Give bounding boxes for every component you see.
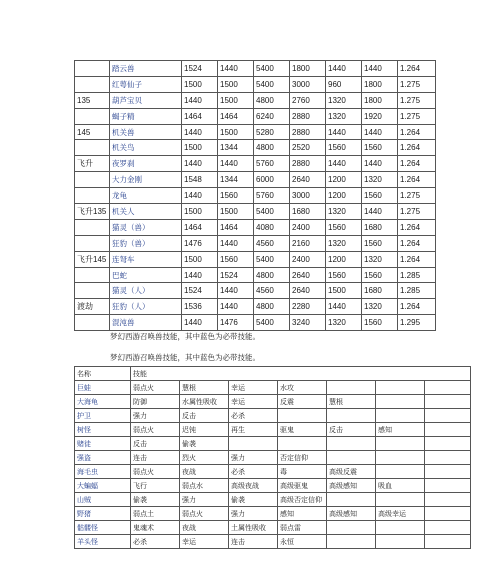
skill-cell bbox=[327, 451, 376, 465]
skill-cell bbox=[327, 381, 376, 395]
level-cell: 渡劫 bbox=[75, 299, 110, 315]
skill-cell: 弱点火 bbox=[131, 423, 180, 437]
pet-name-cell: 连弩车 bbox=[110, 251, 182, 267]
stat-cell: 1320 bbox=[362, 299, 398, 315]
skill-row bbox=[75, 507, 471, 521]
stat-cell: 5760 bbox=[254, 188, 290, 204]
stat-cell: 6240 bbox=[254, 108, 290, 124]
skill-cell bbox=[425, 535, 471, 549]
growth-row bbox=[75, 315, 436, 331]
skill-cell: 吸血 bbox=[376, 479, 425, 493]
stat-cell: 1440 bbox=[362, 124, 398, 140]
stat-cell: 1320 bbox=[326, 315, 362, 331]
skill-cell: 弱点火 bbox=[131, 465, 180, 479]
skill-cell: 夜战 bbox=[180, 521, 229, 535]
skill-cell: 再生 bbox=[229, 423, 278, 437]
stat-cell: 1320 bbox=[362, 251, 398, 267]
skill-cell: 必杀 bbox=[229, 409, 278, 423]
pet-name-cell: 机关人 bbox=[110, 204, 182, 220]
stat-cell: 1440 bbox=[218, 299, 254, 315]
stat-cell: 1200 bbox=[326, 172, 362, 188]
level-cell bbox=[75, 172, 110, 188]
skill-row bbox=[75, 479, 471, 493]
skill-cell: 幸运 bbox=[180, 535, 229, 549]
stat-cell: 1500 bbox=[218, 124, 254, 140]
skill-cell bbox=[425, 395, 471, 409]
skill-cell: 高级感知 bbox=[327, 507, 376, 521]
skill-row bbox=[75, 493, 471, 507]
stat-cell: 1320 bbox=[362, 172, 398, 188]
skill-cell: 偷袭 bbox=[229, 493, 278, 507]
skill-cell: 慧根 bbox=[180, 381, 229, 395]
level-cell: 飞升145 bbox=[75, 251, 110, 267]
stat-cell: 1800 bbox=[362, 92, 398, 108]
pet-name-cell: 机关鸟 bbox=[110, 140, 182, 156]
stat-cell: 5400 bbox=[254, 251, 290, 267]
stat-cell: 1.275 bbox=[398, 188, 436, 204]
skill-cell: 弱点雷 bbox=[278, 521, 327, 535]
skill-pet-name: 羊头怪 bbox=[75, 535, 131, 549]
stat-cell: 1.264 bbox=[398, 219, 436, 235]
skill-row bbox=[75, 423, 471, 437]
skill-cell bbox=[327, 493, 376, 507]
stat-cell: 1560 bbox=[362, 267, 398, 283]
skill-cell: 反击 bbox=[327, 423, 376, 437]
stat-cell: 2160 bbox=[290, 235, 326, 251]
stat-cell: 1560 bbox=[326, 140, 362, 156]
caption-skills: 梦幻西游召唤兽技能，其中蓝色为必带技能。 bbox=[110, 353, 260, 362]
stat-cell: 1680 bbox=[290, 204, 326, 220]
stat-cell: 1440 bbox=[182, 188, 218, 204]
skill-cell: 飞行 bbox=[131, 479, 180, 493]
skill-cell bbox=[376, 409, 425, 423]
pet-name-cell: 巴蛇 bbox=[110, 267, 182, 283]
stat-cell: 1.285 bbox=[398, 283, 436, 299]
skill-cell: 感知 bbox=[376, 423, 425, 437]
stat-cell: 1.285 bbox=[398, 267, 436, 283]
stat-cell: 1440 bbox=[182, 267, 218, 283]
growth-row bbox=[75, 188, 436, 204]
skill-cell bbox=[327, 437, 376, 451]
stat-cell: 4800 bbox=[254, 299, 290, 315]
stat-cell: 960 bbox=[326, 76, 362, 92]
skill-row bbox=[75, 451, 471, 465]
stat-cell: 2520 bbox=[290, 140, 326, 156]
pet-name-cell: 踏云兽 bbox=[110, 61, 182, 77]
stat-cell: 1.275 bbox=[398, 108, 436, 124]
stat-cell: 1440 bbox=[182, 124, 218, 140]
level-cell: 135 bbox=[75, 92, 110, 108]
stat-cell: 1440 bbox=[326, 299, 362, 315]
skill-cell: 水属性吸收 bbox=[180, 395, 229, 409]
stat-cell: 1200 bbox=[326, 251, 362, 267]
pet-name-cell: 蝎子精 bbox=[110, 108, 182, 124]
skill-pet-name: 山贼 bbox=[75, 493, 131, 507]
growth-row bbox=[75, 140, 436, 156]
skill-pet-name: 赌徒 bbox=[75, 437, 131, 451]
level-cell: 飞升135 bbox=[75, 204, 110, 220]
stat-cell: 1200 bbox=[326, 188, 362, 204]
level-cell bbox=[75, 267, 110, 283]
pet-name-cell: 猫灵（兽） bbox=[110, 219, 182, 235]
stat-cell: 1.264 bbox=[398, 251, 436, 267]
skill-row bbox=[75, 521, 471, 535]
stat-cell: 1548 bbox=[182, 172, 218, 188]
stat-cell: 1920 bbox=[362, 108, 398, 124]
stat-cell: 1320 bbox=[326, 108, 362, 124]
level-cell bbox=[75, 283, 110, 299]
stat-cell: 1524 bbox=[182, 283, 218, 299]
stat-cell: 1536 bbox=[182, 299, 218, 315]
stat-cell: 4800 bbox=[254, 267, 290, 283]
stat-cell: 1560 bbox=[362, 140, 398, 156]
stat-cell: 5400 bbox=[254, 76, 290, 92]
skill-cell: 高级反震 bbox=[327, 465, 376, 479]
growth-table bbox=[74, 60, 436, 331]
skill-row bbox=[75, 465, 471, 479]
stat-cell: 1440 bbox=[218, 235, 254, 251]
skill-cell: 强力 bbox=[131, 409, 180, 423]
skill-cell: 否定信仰 bbox=[278, 451, 327, 465]
stat-cell: 1.264 bbox=[398, 124, 436, 140]
stat-cell: 2640 bbox=[290, 267, 326, 283]
growth-row bbox=[75, 204, 436, 220]
skill-cell: 弱点火 bbox=[131, 381, 180, 395]
stat-cell: 1524 bbox=[218, 267, 254, 283]
stat-cell: 1500 bbox=[218, 204, 254, 220]
skill-cell bbox=[376, 521, 425, 535]
level-cell bbox=[75, 140, 110, 156]
skill-cell: 强力 bbox=[180, 493, 229, 507]
skill-cell: 驱鬼 bbox=[278, 423, 327, 437]
skill-cell: 偷袭 bbox=[131, 493, 180, 507]
level-cell bbox=[75, 235, 110, 251]
stat-cell: 6000 bbox=[254, 172, 290, 188]
stat-cell: 1560 bbox=[218, 251, 254, 267]
skill-pet-name: 大蝙蝠 bbox=[75, 479, 131, 493]
stat-cell: 1440 bbox=[182, 156, 218, 172]
stat-cell: 1464 bbox=[182, 219, 218, 235]
stat-cell: 1440 bbox=[362, 61, 398, 77]
stat-cell: 1.264 bbox=[398, 235, 436, 251]
skill-cell bbox=[425, 507, 471, 521]
skill-cell: 迟钝 bbox=[180, 423, 229, 437]
header-skills: 技能 bbox=[131, 367, 471, 381]
skill-cell: 幸运 bbox=[229, 395, 278, 409]
skill-header-row bbox=[75, 367, 471, 381]
skill-cell bbox=[327, 409, 376, 423]
stat-cell: 1440 bbox=[362, 204, 398, 220]
skill-cell: 弱点火 bbox=[180, 507, 229, 521]
skill-cell: 连击 bbox=[131, 451, 180, 465]
stat-cell: 1560 bbox=[362, 188, 398, 204]
pet-name-cell: 葫芦宝贝 bbox=[110, 92, 182, 108]
stat-cell: 4560 bbox=[254, 235, 290, 251]
stat-cell: 1800 bbox=[362, 76, 398, 92]
stat-cell: 1320 bbox=[326, 235, 362, 251]
skill-cell: 必杀 bbox=[229, 465, 278, 479]
skill-cell bbox=[327, 535, 376, 549]
skill-row bbox=[75, 395, 471, 409]
growth-row bbox=[75, 235, 436, 251]
stat-cell: 1440 bbox=[326, 124, 362, 140]
skill-cell: 高级夜战 bbox=[229, 479, 278, 493]
stat-cell: 1500 bbox=[218, 76, 254, 92]
skill-cell bbox=[278, 437, 327, 451]
stat-cell: 1.264 bbox=[398, 61, 436, 77]
stat-cell: 1440 bbox=[218, 283, 254, 299]
skill-row bbox=[75, 381, 471, 395]
skill-cell: 永恒 bbox=[278, 535, 327, 549]
growth-row bbox=[75, 108, 436, 124]
skill-cell: 高级感知 bbox=[327, 479, 376, 493]
skill-cell bbox=[376, 381, 425, 395]
skill-cell: 弱点土 bbox=[131, 507, 180, 521]
stat-cell: 1500 bbox=[218, 92, 254, 108]
skill-cell: 高级否定信仰 bbox=[278, 493, 327, 507]
skill-cell bbox=[376, 465, 425, 479]
skill-pet-name: 巨蛙 bbox=[75, 381, 131, 395]
stat-cell: 1440 bbox=[218, 156, 254, 172]
skill-cell: 连击 bbox=[229, 535, 278, 549]
stat-cell: 1464 bbox=[182, 108, 218, 124]
stat-cell: 4800 bbox=[254, 140, 290, 156]
skill-cell: 弱点水 bbox=[180, 479, 229, 493]
stat-cell: 1.275 bbox=[398, 76, 436, 92]
skill-cell bbox=[425, 479, 471, 493]
skill-cell: 高级驱鬼 bbox=[278, 479, 327, 493]
stat-cell: 3000 bbox=[290, 188, 326, 204]
stat-cell: 1560 bbox=[362, 315, 398, 331]
stat-cell: 5400 bbox=[254, 315, 290, 331]
pet-name-cell: 混沌兽 bbox=[110, 315, 182, 331]
stat-cell: 1440 bbox=[362, 156, 398, 172]
stat-cell: 1500 bbox=[182, 76, 218, 92]
stat-cell: 2640 bbox=[290, 172, 326, 188]
skill-cell: 高级幸运 bbox=[376, 507, 425, 521]
skill-pet-name: 护卫 bbox=[75, 409, 131, 423]
stat-cell: 1440 bbox=[326, 156, 362, 172]
stat-cell: 2280 bbox=[290, 299, 326, 315]
stat-cell: 3000 bbox=[290, 76, 326, 92]
level-cell: 飞升 bbox=[75, 156, 110, 172]
stat-cell: 5280 bbox=[254, 124, 290, 140]
stat-cell: 4800 bbox=[254, 92, 290, 108]
stat-cell: 1.264 bbox=[398, 156, 436, 172]
skill-pet-name: 强盗 bbox=[75, 451, 131, 465]
skill-cell bbox=[376, 395, 425, 409]
stat-cell: 1320 bbox=[326, 204, 362, 220]
skill-table bbox=[74, 366, 471, 549]
skill-cell bbox=[425, 381, 471, 395]
growth-row bbox=[75, 251, 436, 267]
skill-cell: 毒 bbox=[278, 465, 327, 479]
stat-cell: 1320 bbox=[326, 92, 362, 108]
skill-pet-name: 大海龟 bbox=[75, 395, 131, 409]
skill-pet-name: 野猪 bbox=[75, 507, 131, 521]
stat-cell: 1464 bbox=[218, 219, 254, 235]
skill-cell: 反击 bbox=[180, 409, 229, 423]
pet-name-cell: 红萼仙子 bbox=[110, 76, 182, 92]
caption-top: 梦幻西游召唤兽技能，其中蓝色为必带技能。 bbox=[110, 332, 260, 341]
skill-cell: 反击 bbox=[131, 437, 180, 451]
skill-cell: 强力 bbox=[229, 507, 278, 521]
skill-cell bbox=[376, 451, 425, 465]
stat-cell: 1560 bbox=[326, 267, 362, 283]
growth-row bbox=[75, 283, 436, 299]
skill-cell: 必杀 bbox=[131, 535, 180, 549]
skill-cell: 偷袭 bbox=[180, 437, 229, 451]
skill-cell bbox=[376, 493, 425, 507]
stat-cell: 1476 bbox=[218, 315, 254, 331]
stat-cell: 2760 bbox=[290, 92, 326, 108]
stat-cell: 1560 bbox=[362, 235, 398, 251]
stat-cell: 5400 bbox=[254, 61, 290, 77]
growth-row bbox=[75, 267, 436, 283]
stat-cell: 1500 bbox=[182, 251, 218, 267]
stat-cell: 1560 bbox=[326, 219, 362, 235]
level-cell bbox=[75, 315, 110, 331]
skill-cell bbox=[376, 437, 425, 451]
stat-cell: 4560 bbox=[254, 283, 290, 299]
stat-cell: 1.264 bbox=[398, 140, 436, 156]
stat-cell: 1680 bbox=[362, 283, 398, 299]
stat-cell: 4080 bbox=[254, 219, 290, 235]
growth-row bbox=[75, 219, 436, 235]
skill-cell: 鬼魂术 bbox=[131, 521, 180, 535]
level-cell bbox=[75, 219, 110, 235]
growth-row bbox=[75, 76, 436, 92]
skill-row bbox=[75, 437, 471, 451]
stat-cell: 2640 bbox=[290, 283, 326, 299]
skill-cell bbox=[376, 535, 425, 549]
stat-cell: 1464 bbox=[218, 108, 254, 124]
skill-pet-name: 海毛虫 bbox=[75, 465, 131, 479]
stat-cell: 2880 bbox=[290, 156, 326, 172]
pet-name-cell: 机关兽 bbox=[110, 124, 182, 140]
stat-cell: 1500 bbox=[326, 283, 362, 299]
skill-cell bbox=[425, 451, 471, 465]
skill-pet-name: 树怪 bbox=[75, 423, 131, 437]
growth-row bbox=[75, 92, 436, 108]
stat-cell: 1440 bbox=[218, 61, 254, 77]
skill-cell: 防御 bbox=[131, 395, 180, 409]
stat-cell: 1560 bbox=[218, 188, 254, 204]
stat-cell: 1500 bbox=[182, 204, 218, 220]
header-name: 名称 bbox=[75, 367, 131, 381]
pet-name-cell: 猫灵（人） bbox=[110, 283, 182, 299]
skill-cell: 烈火 bbox=[180, 451, 229, 465]
skill-cell bbox=[229, 437, 278, 451]
skill-cell: 土属性吸收 bbox=[229, 521, 278, 535]
skill-cell: 夜战 bbox=[180, 465, 229, 479]
pet-name-cell: 狂豹（人） bbox=[110, 299, 182, 315]
stat-cell: 1440 bbox=[182, 315, 218, 331]
level-cell bbox=[75, 188, 110, 204]
stat-cell: 3240 bbox=[290, 315, 326, 331]
growth-row bbox=[75, 299, 436, 315]
stat-cell: 1524 bbox=[182, 61, 218, 77]
skill-pet-name: 骷髅怪 bbox=[75, 521, 131, 535]
skill-cell bbox=[278, 409, 327, 423]
stat-cell: 1680 bbox=[362, 219, 398, 235]
skill-cell bbox=[327, 521, 376, 535]
skill-cell: 反震 bbox=[278, 395, 327, 409]
stat-cell: 1.264 bbox=[398, 299, 436, 315]
level-cell bbox=[75, 108, 110, 124]
skill-cell bbox=[425, 521, 471, 535]
stat-cell: 5760 bbox=[254, 156, 290, 172]
stat-cell: 1344 bbox=[218, 172, 254, 188]
growth-row bbox=[75, 124, 436, 140]
skill-cell: 幸运 bbox=[229, 381, 278, 395]
stat-cell: 1500 bbox=[182, 140, 218, 156]
skill-cell: 水攻 bbox=[278, 381, 327, 395]
stat-cell: 2880 bbox=[290, 124, 326, 140]
growth-row bbox=[75, 61, 436, 77]
growth-row bbox=[75, 172, 436, 188]
stat-cell: 1476 bbox=[182, 235, 218, 251]
stat-cell: 1.275 bbox=[398, 92, 436, 108]
pet-name-cell: 龙龟 bbox=[110, 188, 182, 204]
skill-row bbox=[75, 535, 471, 549]
stat-cell: 1344 bbox=[218, 140, 254, 156]
skill-cell bbox=[425, 465, 471, 479]
pet-name-cell: 大力金刚 bbox=[110, 172, 182, 188]
skill-cell bbox=[425, 423, 471, 437]
pet-name-cell: 狂豹（兽） bbox=[110, 235, 182, 251]
level-cell bbox=[75, 76, 110, 92]
skill-cell: 强力 bbox=[229, 451, 278, 465]
skill-cell bbox=[425, 437, 471, 451]
stat-cell: 2880 bbox=[290, 108, 326, 124]
stat-cell: 2400 bbox=[290, 219, 326, 235]
skill-cell bbox=[425, 409, 471, 423]
stat-cell: 1.275 bbox=[398, 204, 436, 220]
growth-row bbox=[75, 156, 436, 172]
stat-cell: 1440 bbox=[326, 61, 362, 77]
skill-cell: 感知 bbox=[278, 507, 327, 521]
stat-cell: 1.295 bbox=[398, 315, 436, 331]
level-cell: 145 bbox=[75, 124, 110, 140]
stat-cell: 5400 bbox=[254, 204, 290, 220]
stat-cell: 2400 bbox=[290, 251, 326, 267]
stat-cell: 1800 bbox=[290, 61, 326, 77]
skill-cell bbox=[425, 493, 471, 507]
stat-cell: 1.264 bbox=[398, 172, 436, 188]
skill-row bbox=[75, 409, 471, 423]
level-cell bbox=[75, 61, 110, 77]
skill-cell: 慧根 bbox=[327, 395, 376, 409]
stat-cell: 1440 bbox=[182, 92, 218, 108]
pet-name-cell: 夜罗刹 bbox=[110, 156, 182, 172]
